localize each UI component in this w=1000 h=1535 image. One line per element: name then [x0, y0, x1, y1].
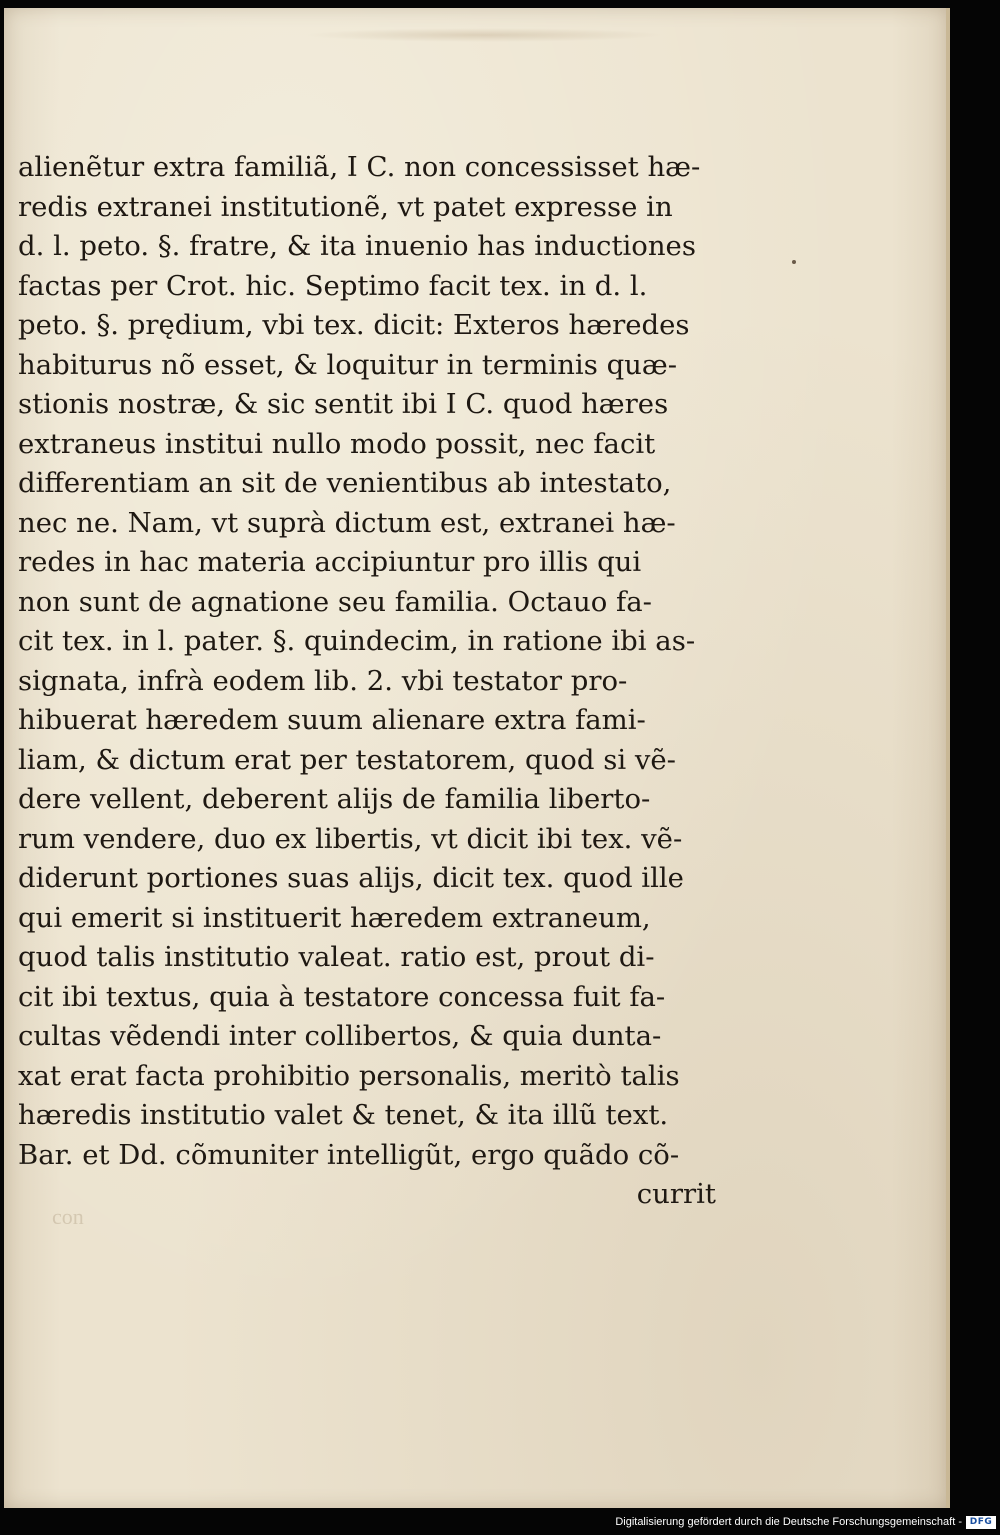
text-line: d. l. peto. §. fratre, & ita inuenio has inductiones — [18, 230, 696, 262]
text-line: qui emerit si instituerit hæredem extraneum, — [18, 901, 651, 934]
text-line: stionis nostræ, & sic sentit ibi I C. quod hæres — [18, 388, 669, 420]
text-line: alienẽtur extra familiã, I C. non concessisset hæ- — [18, 151, 701, 183]
text-line: redes in hac materia accipiuntur pro illis qui — [18, 546, 642, 578]
funding-credit: Digitalisierung gefördert durch die Deutsche Forschungsgemeinschaft - — [615, 1516, 962, 1528]
text-line: Bar. et Dd. cõmuniter intelligũt, ergo quãdo cõ- — [18, 1138, 680, 1171]
text-line: signata, infrà eodem lib. 2. vbi testator pro- — [18, 664, 628, 697]
text-line: hibuerat hæredem suum alienare extra fami- — [18, 704, 646, 736]
text-line: liam, & dictum erat per testatorem, quod si vẽ- — [18, 743, 676, 776]
ink-speck — [792, 260, 796, 264]
text-line: non sunt de agnatione seu familia. Octauo fa- — [18, 585, 652, 618]
catchword: currit — [636, 1178, 716, 1210]
text-line: diderunt portiones suas alijs, dicit tex. quod ille — [18, 862, 684, 894]
book-page — [4, 8, 948, 1508]
bleed-through-mark: con — [52, 1204, 84, 1229]
text-line: factas per Crot. hic. Septimo facit tex. in d. l. — [18, 269, 648, 302]
text-line: hæredis institutio valet & tenet, & ita illũ text. — [18, 1099, 669, 1131]
text-line: dere vellent, deberent alijs de familia liberto- — [18, 783, 651, 815]
page-text-block — [18, 148, 718, 1215]
text-line: nec ne. Nam, vt suprà dictum est, extranei hæ- — [18, 506, 676, 539]
text-line: cultas vẽdendi inter collibertos, & quia dunta- — [18, 1020, 662, 1052]
text-line: cit ibi textus, quia à testatore concessa fuit fa- — [18, 980, 666, 1013]
text-line: differentiam an sit de venientibus ab intestato, — [18, 467, 672, 499]
dfg-logo-icon: DFG — [966, 1516, 996, 1529]
text-line: habiturus nõ esset, & loquitur in terminis quæ- — [18, 348, 678, 381]
text-line: peto. §. prędium, vbi tex. dicit: Exteros hæredes — [18, 309, 690, 341]
paper-stain — [304, 28, 664, 42]
text-line: xat erat facta prohibitio personalis, meritò talis — [18, 1059, 680, 1092]
digitization-footer — [615, 1513, 996, 1531]
text-line: quod talis institutio valeat. ratio est, prout di- — [18, 941, 655, 973]
text-line: extraneus institui nullo modo possit, nec facit — [18, 427, 656, 460]
text-line: cit tex. in l. pater. §. quindecim, in ratione ibi as- — [18, 625, 696, 657]
text-line: redis extranei institutionẽ, vt patet expresse in — [18, 190, 673, 223]
text-line: rum vendere, duo ex libertis, vt dicit ibi tex. vẽ- — [18, 822, 683, 855]
page-edge — [946, 8, 950, 1508]
